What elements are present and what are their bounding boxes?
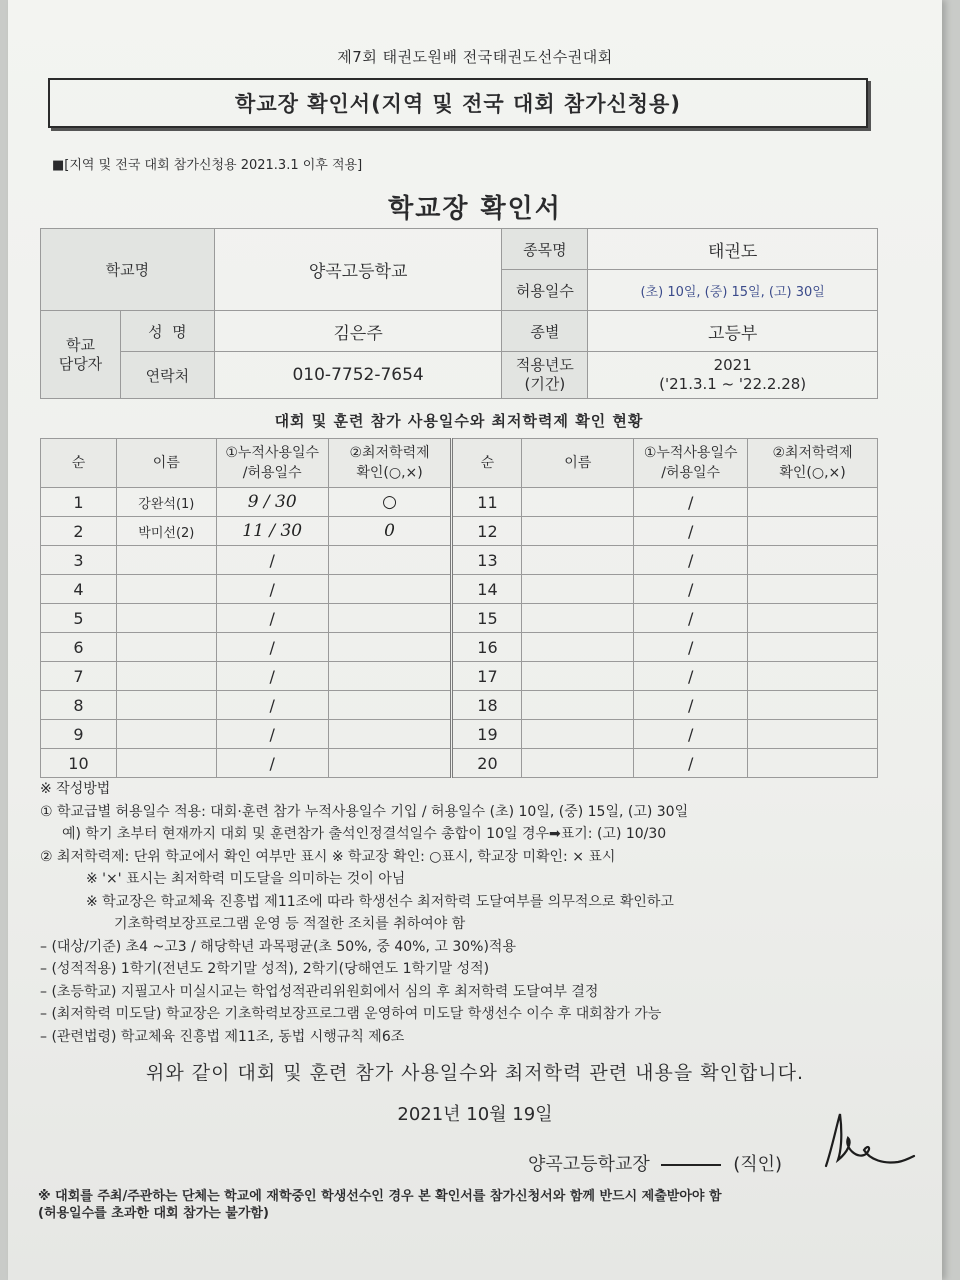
sport-label: 종목명 — [502, 229, 588, 270]
seal-label: (직인) — [733, 1154, 783, 1175]
days-used: 11 / 30 — [216, 517, 328, 546]
days-used: / — [216, 546, 328, 575]
row-number: 7 — [41, 662, 117, 691]
school-name-label: 학교명 — [41, 229, 215, 311]
row-number-right: 19 — [452, 720, 522, 749]
player-name-right — [522, 604, 634, 633]
instruction-line: ※ '×' 표시는 최저학력 미도달을 의미하는 것이 아님 — [86, 871, 406, 887]
row-number: 10 — [41, 749, 117, 778]
staff-name-label: 성 명 — [120, 311, 214, 352]
header-academic-right: ②최저학력제 확인(○,×) — [748, 439, 878, 488]
instruction-line: – (관련법령) 학교체육 진흥법 제11조, 동법 시행규칙 제6조 — [40, 1028, 405, 1045]
header-days-right: ①누적사용일수 /허용일수 — [634, 439, 748, 488]
header-no: 순 — [41, 439, 117, 488]
confirmation-statement: 위와 같이 대회 및 훈련 참가 사용일수와 최저학력 관련 내용을 확인합니다. — [145, 1062, 805, 1084]
player-name-right — [522, 546, 634, 575]
category-label: 종별 — [502, 311, 588, 352]
days-used: 9 / 30 — [216, 488, 328, 517]
footer-note — [38, 1188, 722, 1222]
academic-check: ○ — [328, 488, 452, 517]
table-row — [41, 604, 878, 633]
days-used: / — [216, 749, 328, 778]
table-row — [41, 633, 878, 662]
row-number: 4 — [41, 575, 117, 604]
academic-check — [328, 633, 452, 662]
instruction-line: – (대상/기준) 초4 ~고3 / 해당학년 과목평균(초 50%, 중 40%, 고 30%)적용 — [40, 938, 516, 955]
player-name — [116, 546, 216, 575]
academic-check — [328, 575, 452, 604]
table-row — [41, 575, 878, 604]
document-sheet — [8, 0, 942, 1280]
player-name — [116, 575, 216, 604]
header-name-right: 이름 — [522, 439, 634, 488]
player-name — [116, 720, 216, 749]
footer-line-2: (허용일수를 초과한 대회 참가는 불가함) — [38, 1206, 269, 1221]
year-label: 적용년도 (기간) — [502, 352, 588, 399]
header-days: ①누적사용일수 /허용일수 — [216, 439, 328, 488]
academic-check: 0 — [328, 517, 452, 546]
player-name-right — [522, 662, 634, 691]
row-number-right: 11 — [452, 488, 522, 517]
academic-check — [328, 691, 452, 720]
status-header-row — [41, 439, 878, 488]
apply-note: ■[지역 및 전국 대회 참가신청용 2021.3.1 이후 적용] — [52, 158, 363, 173]
status-table — [40, 438, 878, 778]
event-title: 제7회 태권도원배 전국태권도선수권대회 — [337, 48, 613, 66]
row-number: 5 — [41, 604, 117, 633]
instructions — [40, 778, 900, 1048]
row-number-right: 13 — [452, 546, 522, 575]
handwritten-signature — [818, 1108, 918, 1178]
academic-check-right — [748, 720, 878, 749]
footer-line-1: ※ 대회를 주최/주관하는 단체는 학교에 재학중인 학생선수인 경우 본 확인서를 참가신청서와 함께 반드시 제출받아야 함 — [38, 1189, 722, 1204]
academic-check — [328, 546, 452, 575]
days-used-right: / — [634, 662, 748, 691]
academic-check-right — [748, 546, 878, 575]
row-number-right: 12 — [452, 517, 522, 546]
table-row — [41, 749, 878, 778]
days-used: / — [216, 662, 328, 691]
instruction-line: ※ 학교장은 학교체육 진흥법 제11조에 따라 학생선수 최저학력 도달여부를 의무적으로 확인하고 — [86, 893, 674, 910]
player-name — [116, 662, 216, 691]
days-used-right: / — [634, 604, 748, 633]
player-name-right — [522, 488, 634, 517]
days-used: / — [216, 720, 328, 749]
academic-check-right — [748, 691, 878, 720]
days-used-right: / — [634, 720, 748, 749]
instruction-line: – (초등학교) 지필고사 미실시교는 학업성적관리위원회에서 심의 후 최저학력 도달여부 결정 — [40, 983, 599, 1000]
academic-check-right — [748, 517, 878, 546]
academic-check-right — [748, 575, 878, 604]
days-used-right: / — [634, 633, 748, 662]
days-used: / — [216, 575, 328, 604]
confirmation-date: 2021년 10월 19일 — [397, 1104, 553, 1125]
academic-check-right — [748, 488, 878, 517]
instruction-line: ① 학교급별 허용일수 적용: 대회·훈련 참가 누적사용일수 기입 / 허용일수 (초) 10일, (중) 15일, (고) 30일 — [40, 803, 689, 820]
days-used-right: / — [634, 575, 748, 604]
player-name — [116, 749, 216, 778]
days-used: / — [216, 604, 328, 633]
academic-check-right — [748, 604, 878, 633]
school-name-value: 양곡고등학교 — [214, 229, 502, 311]
academic-check — [328, 604, 452, 633]
instruction-line: 기초학력보장프로그램 운영 등 적절한 조치를 취하여야 함 — [114, 916, 466, 932]
contact-label: 연락처 — [120, 352, 214, 399]
table-row — [41, 546, 878, 575]
status-table-title: 대회 및 훈련 참가 사용일수와 최저학력제 확인 현황 — [274, 412, 644, 430]
instruction-line: – (성적적용) 1학기(전년도 2학기말 성적), 2학기(당해연도 1학기말 성적) — [40, 961, 490, 977]
staff-label: 학교 담당자 — [41, 311, 121, 399]
academic-check — [328, 662, 452, 691]
main-title: 학교장 확인서 — [388, 194, 562, 224]
academic-check-right — [748, 749, 878, 778]
days-used-right: / — [634, 517, 748, 546]
days-used-right: / — [634, 691, 748, 720]
academic-check-right — [748, 633, 878, 662]
row-number-right: 18 — [452, 691, 522, 720]
category-value: 고등부 — [588, 311, 878, 352]
sport-value: 태권도 — [588, 229, 878, 270]
instruction-line: ② 최저학력제: 단위 학교에서 확인 여부만 표시 ※ 학교장 확인: ○표시, 학교장 미확인: × 표시 — [40, 848, 616, 865]
days-used-right: / — [634, 546, 748, 575]
header-name: 이름 — [116, 439, 216, 488]
row-number: 9 — [41, 720, 117, 749]
header-no-right: 순 — [452, 439, 522, 488]
row-number: 6 — [41, 633, 117, 662]
academic-check — [328, 749, 452, 778]
row-number-right: 14 — [452, 575, 522, 604]
player-name-right — [522, 720, 634, 749]
player-name-right — [522, 633, 634, 662]
player-name-right — [522, 517, 634, 546]
form-title-box: 학교장 확인서(지역 및 전국 대회 참가신청용) — [48, 78, 868, 128]
row-number: 8 — [41, 691, 117, 720]
days-used-right: / — [634, 749, 748, 778]
academic-check — [328, 720, 452, 749]
player-name-right — [522, 575, 634, 604]
days-used: / — [216, 691, 328, 720]
year-value: 2021 ('21.3.1 ~ '22.2.28) — [588, 352, 878, 399]
table-row — [41, 662, 878, 691]
row-number: 2 — [41, 517, 117, 546]
principal-title: 양곡고등학교장 — [528, 1154, 650, 1175]
header-academic: ②최저학력제 확인(○,×) — [328, 439, 452, 488]
allowed-days-value: (초) 10일, (중) 15일, (고) 30일 — [588, 270, 878, 311]
player-name — [116, 633, 216, 662]
player-name: 박미선(2) — [116, 517, 216, 546]
days-used: / — [216, 633, 328, 662]
row-number-right: 15 — [452, 604, 522, 633]
player-name-right — [522, 749, 634, 778]
instruction-line: ※ 작성방법 — [40, 781, 111, 797]
instruction-line: 예) 학기 초부터 현재까지 대회 및 훈련참가 출석인정결석일수 총합이 10일 경우➡표기: (고) 10/30 — [62, 826, 667, 842]
school-info-table — [40, 228, 878, 399]
staff-name-value: 김은주 — [214, 311, 502, 352]
table-row — [41, 517, 878, 546]
academic-check-right — [748, 662, 878, 691]
table-row — [41, 488, 878, 517]
player-name: 강완석(1) — [116, 488, 216, 517]
row-number: 3 — [41, 546, 117, 575]
days-used-right: / — [634, 488, 748, 517]
signature-line — [661, 1164, 721, 1166]
player-name — [116, 691, 216, 720]
allowed-days-label: 허용일수 — [502, 270, 588, 311]
instruction-line: – (최저학력 미도달) 학교장은 기초학력보장프로그램 운영하여 미도달 학생선수 이수 후 대회참가 가능 — [40, 1006, 662, 1022]
table-row — [41, 720, 878, 749]
table-row — [41, 691, 878, 720]
row-number-right: 20 — [452, 749, 522, 778]
player-name-right — [522, 691, 634, 720]
row-number: 1 — [41, 488, 117, 517]
principal-line — [528, 1150, 782, 1176]
row-number-right: 16 — [452, 633, 522, 662]
row-number-right: 17 — [452, 662, 522, 691]
contact-value: 010-7752-7654 — [214, 352, 502, 399]
player-name — [116, 604, 216, 633]
